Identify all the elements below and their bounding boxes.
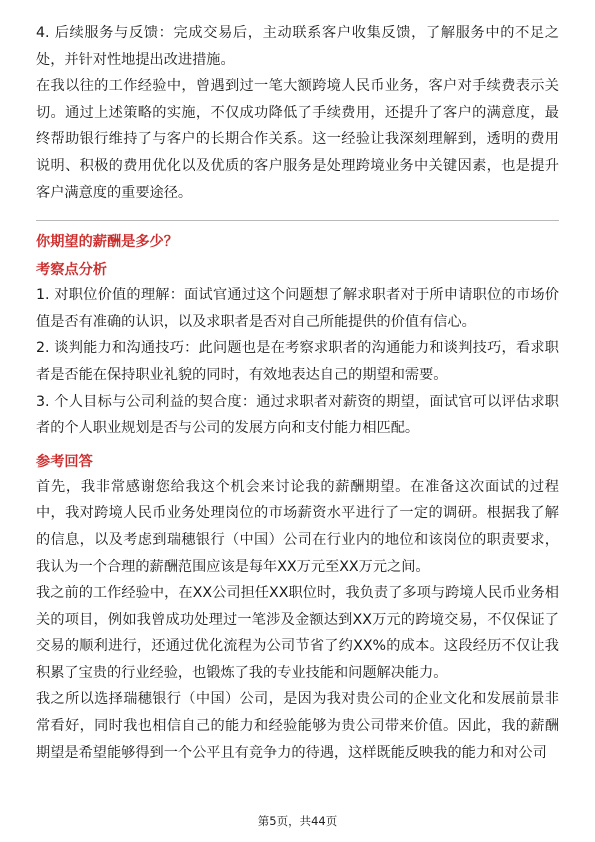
analysis-heading: 考察点分析 bbox=[36, 262, 107, 279]
body-paragraph: 4. 后续服务与反馈：完成交易后，主动联系客户收集反馈，了解服务中的不足之处，并针对性地提出改进措施。 bbox=[36, 25, 559, 68]
answer-heading: 参考回答 bbox=[36, 453, 93, 470]
body-paragraph: 在我以往的工作经验中，曾遇到过一笔大额跨境人民币业务，客户对手续费表示关切。通过上述策略的实施，不仅成功降低了手续费用，还提升了客户的满意度，最终帮助银行维持了与客户的长期合作关系。这一经验让我深刻理解到，透明的费用说明、积极的费用优化以及优质的客户服务是处理跨境业务中关键因素，也是提升客户满意度的重要途径。 bbox=[36, 78, 559, 201]
section-divider bbox=[36, 220, 559, 221]
answer-paragraph: 我之前的工作经验中，在XX公司担任XX职位时，我负责了多项与跨境人民币业务相关的项目，例如我曾成功处理过一笔涉及金额达到XX万元的跨境交易，不仅保证了交易的顺利进行，还通过优化流程为公司节省了约XX%的成本。这段经历不仅让我积累了宝贵的行业经验，也锻炼了我的专业技能和问题解决能力。 bbox=[36, 585, 559, 681]
analysis-item: 2. 谈判能力和沟通技巧：此问题也是在考察求职者的沟通能力和谈判技巧，看求职者是否能在保持职业礼貌的同时，有效地表达自己的期望和需要。 bbox=[36, 340, 559, 383]
page-number: 第5页，共44页 bbox=[257, 814, 338, 828]
answer-paragraph: 首先，我非常感谢您给我这个机会来讨论我的薪酬期望。在准备这次面试的过程中，我对跨境人民币业务处理岗位的市场薪资水平进行了一定的调研。根据我了解的信息，以及考虑到瑞穗银行（中国）公司在行业内的地位和该岗位的职责要求，我认为一个合理的薪酬范围应该是每年XX万元至XX万元之间。 bbox=[36, 478, 559, 575]
analysis-item: 1. 对职位价值的理解：面试官通过这个问题想了解求职者对于所申请职位的市场价值是否有准确的认识，以及求职者是否对自己所能提供的价值有信心。 bbox=[36, 287, 559, 330]
question-heading: 你期望的薪酬是多少？ bbox=[36, 234, 178, 251]
answer-paragraph: 我之所以选择瑞穗银行（中国）公司，是因为我对贵公司的企业文化和发展前景非常看好，同时我也相信自己的能力和经验能够为贵公司带来价值。因此，我的薪酬期望是希望能够得到一个公平且有竞争力的待遇，这样既能反映我的能力和对公司 bbox=[36, 691, 559, 761]
page-content bbox=[36, 20, 559, 766]
analysis-item: 3. 个人目标与公司利益的契合度：通过求职者对薪资的期望，面试官可以评估求职者的个人职业规划是否与公司的发展方向和支付能力相匹配。 bbox=[36, 393, 559, 437]
